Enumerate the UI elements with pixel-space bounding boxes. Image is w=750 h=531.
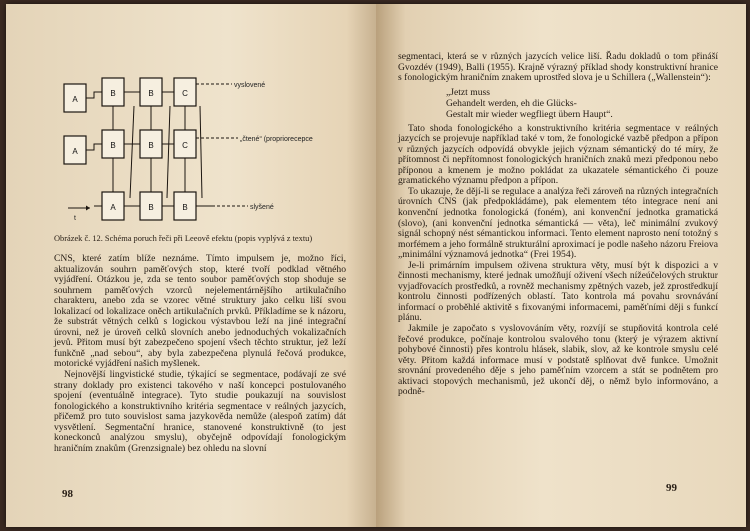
box-label: C [182,89,188,98]
paragraph: To ukazuje, že dějí-li se regulace a analýza řeči zároveň na různých integračních úrovních CNS (jak předpokládáme), pak elementem této integrace není ani konvenční jednotka fonologická (foném), ani konvenční jednotka gramatická (slovo), (ani konvenční jednotka sémantická — věta), leč minimální zvukový signál schopný nést sémantickou informaci. Tento element naprosto není totožný s morfémem a jeho formálně strukturální aproximací je podle našeho názoru Freiova „minimální významová jednotka“ (Frei 1954). [398,185,718,261]
box-label: C [182,141,188,150]
paragraph: segmentaci, která se v různých jazycích velice liší. Řadu dokladů o tom přináší Gvozdév (1949), Balli (1955). Krajně výrazný příklad shody konstruktivní hranice s fonologickým hraničním znakem uprostřed slova je u Schillera („Wallenstein“): [398,51,718,84]
right-body-text [398,52,718,398]
quote-line: Gehandelt werden, eh die Glücks- [446,97,577,109]
box-label: B [148,141,154,150]
left-body-text [54,254,346,454]
page-number-right: 99 [666,482,677,494]
box-label: B [110,89,116,98]
label-spoken: vyslovené [234,82,266,89]
box-label: A [72,147,78,156]
paragraph: Tato shoda fonologického a konstruktivního kritéria segmentace v reálných jazycích se projevuje například také v tom, že fonologické vazbě předpon a přípon v různých jazycích odpovídá obvykle jejich význam sémantický do té míry, že přítomnost či nepřítomnost fonologických hraničních znaků mezi předponou nebo příponou a kmenem je možno pokládat za ukazatele sémantického či pouze gramatického významu předpon a přípon. [398,122,718,187]
schiller-quote [446,87,718,120]
paragraph: Nejnovější lingvistické studie, týkající se segmentace, podávají ze své strany doklady pro existenci takového v naší koncepci postulovaného spojení (eventuálně integrace). Tyto studie poukazují na souvislost fonologického a konstruktivního kritéria segmentace v reálných jazycích, přičemž pro tuto souvislost sama jazykověda nemůže (alespoň zatím) dát vysvětlení. Segmentační hranice, stanovené konstruktivně (to jest koneckonců analýzou smyslu), obyčejně odpovídají fonologickým hraničním znakům (Grenzsignale) bez ohledu na slovní [54,369,346,454]
box-label: A [72,95,78,104]
paragraph: CNS, které zatím blíže neznáme. Tímto impulsem je, možno říci, aktualizován souhrn paměťových stop, které tvoří podklad větného vyjádření. Otázkou je, zda se tento soubor paměťových stop shoduje se souhrnem paměťových vzorců nejelementárnějšího artikulačního charakteru, anebo zda se vzorec větné struktury jako celku liší svou lokalizací od lokalizace oněch artikulačních prvků. Příkladíme se k názoru, že substrát větných celků s logickou výstavbou leží na jiné integrační úrovni, než je úroveň celků slovních anebo jednoduchých vokalizačních jevů. Přitom musí být zabezpečeno spojení všech těchto struktur, jež leží funkčně „nad sebou“, aby byla zabezpečena plynulá řečová produkce, motorické vyjádření našich myšlenek. [54,253,346,370]
label-read: „čtené“ (propriorecepce [240,136,313,143]
diagram-svg [52,58,352,232]
book-spread [6,4,746,527]
quote-line: „Jetzt muss [446,86,490,98]
paragraph: Jakmile je započato s vyslovováním věty, rozvíjí se stupňovitá kontrola celé řečové produkce, počínaje kontrolou svalového tonu (který je výrazem aktivní pohybové činnosti) přes kontrolu hlásek, slabik, slov, až ke kontrole smyslu celé věty. Přitom každá informace musí v podstatě splňovat dvě funkce. Umožnit srovnání provedeného dějе s jeho paměťním vzorcem a stát se podnětem pro aktivaci stopových mechanismů, jež ukončí děj, o němž bylo informováno, a podně- [398,323,718,398]
right-page [376,4,746,527]
box-label: B [148,203,154,212]
figure-caption: Obrázek č. 12. Schéma poruch řeči při Leeově efektu (popis vyplývá z textu) [54,234,313,243]
box-label: B [110,141,116,150]
box-label: B [182,203,188,212]
label-heard: slyšené [250,204,274,211]
time-axis-label: t [74,215,76,222]
page-number-left: 98 [62,488,73,500]
paragraph: Je-li primárním impulsem oživena struktura věty, musí být k dispozici a v činnosti mechanismy, které jednak umožňují oživení všech nížeúčelových struktur vyjadřovacích prostředků, a rovněž mechanismy zpětných vazeb, jež zprostředkují kontrolu činnosti podřízených oblastí. Tato kontrola má povahu srovnávání informací o proběhlé aktivitě s fixovanými informacemi, paměťními ději s funkcí plánu. [398,259,718,324]
left-page [6,4,376,527]
speech-disorder-diagram [52,58,352,232]
quote-line: Gestalt mir wieder wegfliegt übern Haupt“. [446,108,613,120]
box-label: B [148,89,154,98]
box-label: A [110,203,116,212]
